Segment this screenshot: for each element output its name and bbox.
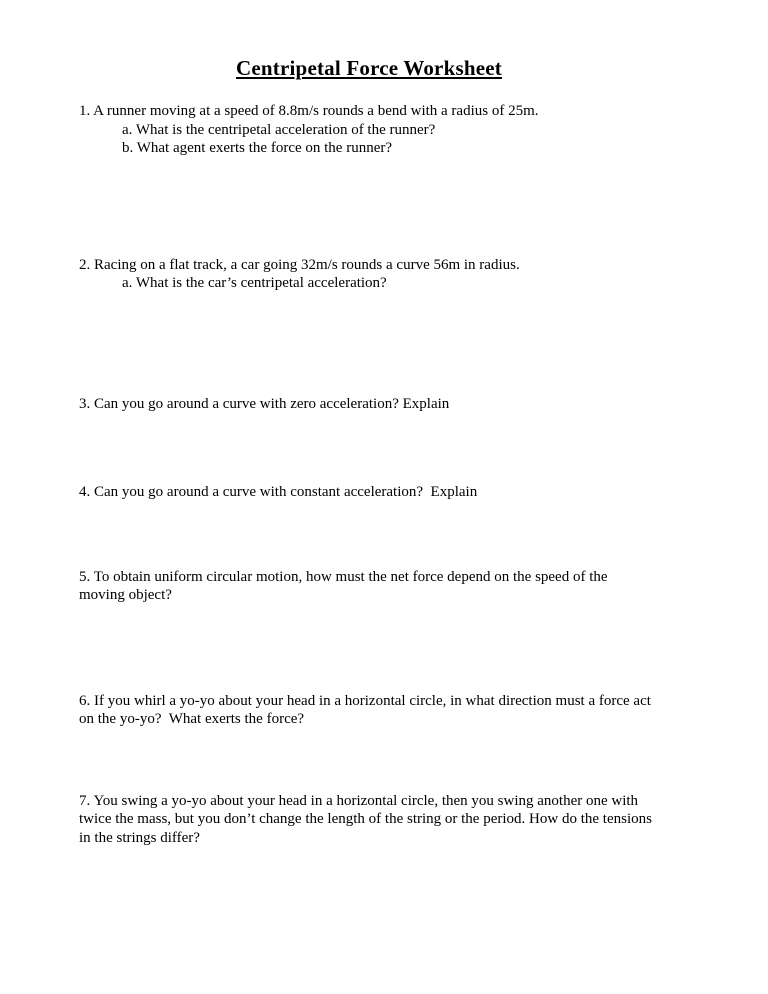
question-5-text-line-2: moving object? <box>79 587 172 603</box>
question-7-text-line-3: in the strings differ? <box>79 829 200 846</box>
question-2-text: 2. Racing on a flat track, a car going 32m/s rounds a curve 56m in radius. <box>79 256 520 273</box>
question-1-sub-a: a. What is the centripetal acceleration of the runner? <box>122 121 436 138</box>
question-4-text: 4. Can you go around a curve with constant acceleration? Explain <box>79 484 478 500</box>
question-7-text-line-2: twice the mass, but you don’t change the length of the string or the period. How do the tensions <box>79 811 652 827</box>
question-2-sub-a: a. What is the car’s centripetal acceleration? <box>122 275 387 291</box>
question-3-text: 3. Can you go around a curve with zero acceleration? Explain <box>79 395 450 412</box>
question-7-text-line-1: 7. You swing a yo-yo about your head in a horizontal circle, then you swing another one with <box>79 792 639 809</box>
question-1 <box>79 102 719 158</box>
question-6-text-line-1: 6. If you whirl a yo-yo about your head in a horizontal circle, in what direction must a force act <box>79 692 651 709</box>
question-7 <box>79 792 719 848</box>
question-4 <box>79 483 719 502</box>
question-6 <box>79 692 719 729</box>
question-3 <box>79 395 719 414</box>
question-1-sub-b: b. What agent exerts the force on the runner? <box>122 140 393 156</box>
question-5-text-line-1: 5. To obtain uniform circular motion, how must the net force depend on the speed of the <box>79 568 608 585</box>
question-2 <box>79 256 719 293</box>
worksheet-title: Centripetal Force Worksheet <box>236 56 502 80</box>
question-5 <box>79 568 719 605</box>
question-1-text: 1. A runner moving at a speed of 8.8m/s rounds a bend with a radius of 25m. <box>79 103 539 119</box>
question-6-text-line-2: on the yo-yo? What exerts the force? <box>79 711 305 727</box>
